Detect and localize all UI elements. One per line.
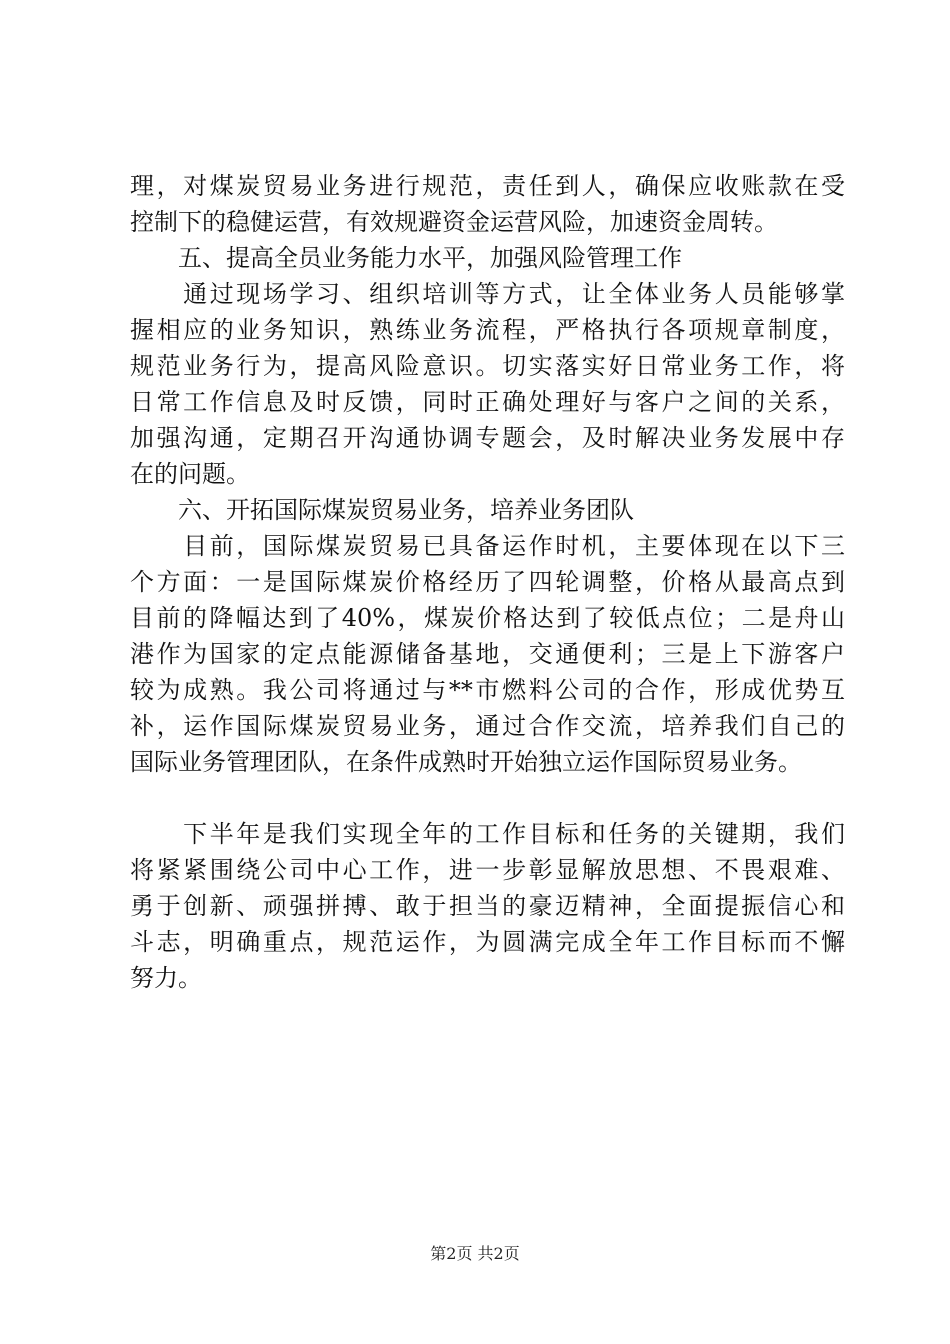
body-line: 目前的降幅达到了40%，煤炭价格达到了较低点位；二是舟山 bbox=[130, 604, 845, 632]
body-line: 握相应的业务知识，熟练业务流程，严格执行各项规章制度， bbox=[130, 316, 845, 344]
body-line: 目前，国际煤炭贸易已具备运作时机，主要体现在以下三 bbox=[130, 532, 845, 560]
body-line: 港作为国家的定点能源储备基地，交通便利；三是上下游客户 bbox=[130, 640, 845, 668]
body-line: 下半年是我们实现全年的工作目标和任务的关键期，我们 bbox=[130, 820, 845, 848]
body-line: 规范业务行为，提高风险意识。切实落实好日常业务工作，将 bbox=[130, 352, 845, 380]
body-line: 通过现场学习、组织培训等方式，让全体业务人员能够掌 bbox=[130, 280, 845, 308]
page-number-footer: 第2页 共2页 bbox=[430, 1244, 520, 1263]
body-line: 控制下的稳健运营，有效规避资金运营风险，加速资金周转。 bbox=[130, 208, 778, 236]
body-line: 将紧紧围绕公司中心工作，进一步彰显解放思想、不畏艰难、 bbox=[130, 856, 845, 884]
body-line: 勇于创新、顽强拼搏、敢于担当的豪迈精神，全面提振信心和 bbox=[130, 892, 845, 920]
body-line: 努力。 bbox=[130, 964, 202, 992]
body-line: 在的问题。 bbox=[130, 460, 250, 488]
body-line: 加强沟通，定期召开沟通协调专题会，及时解决业务发展中存 bbox=[130, 424, 845, 452]
body-line: 斗志，明确重点，规范运作，为圆满完成全年工作目标而不懈 bbox=[130, 928, 845, 956]
body-line: 国际业务管理团队，在条件成熟时开始独立运作国际贸易业务。 bbox=[130, 748, 802, 776]
body-line: 日常工作信息及时反馈，同时正确处理好与客户之间的关系， bbox=[130, 388, 845, 416]
section-heading-6: 六、开拓国际煤炭贸易业务，培养业务团队 bbox=[130, 496, 634, 524]
paragraph-gap bbox=[130, 780, 845, 816]
body-line: 补，运作国际煤炭贸易业务，通过合作交流，培养我们自己的 bbox=[130, 712, 845, 740]
body-line: 较为成熟。我公司将通过与**市燃料公司的合作，形成优势互 bbox=[130, 676, 845, 704]
body-line: 理，对煤炭贸易业务进行规范，责任到人，确保应收账款在受 bbox=[130, 172, 845, 200]
body-line: 个方面：一是国际煤炭价格经历了四轮调整，价格从最高点到 bbox=[130, 568, 845, 596]
section-heading-5: 五、提高全员业务能力水平，加强风险管理工作 bbox=[130, 244, 682, 272]
document-body bbox=[130, 168, 845, 996]
